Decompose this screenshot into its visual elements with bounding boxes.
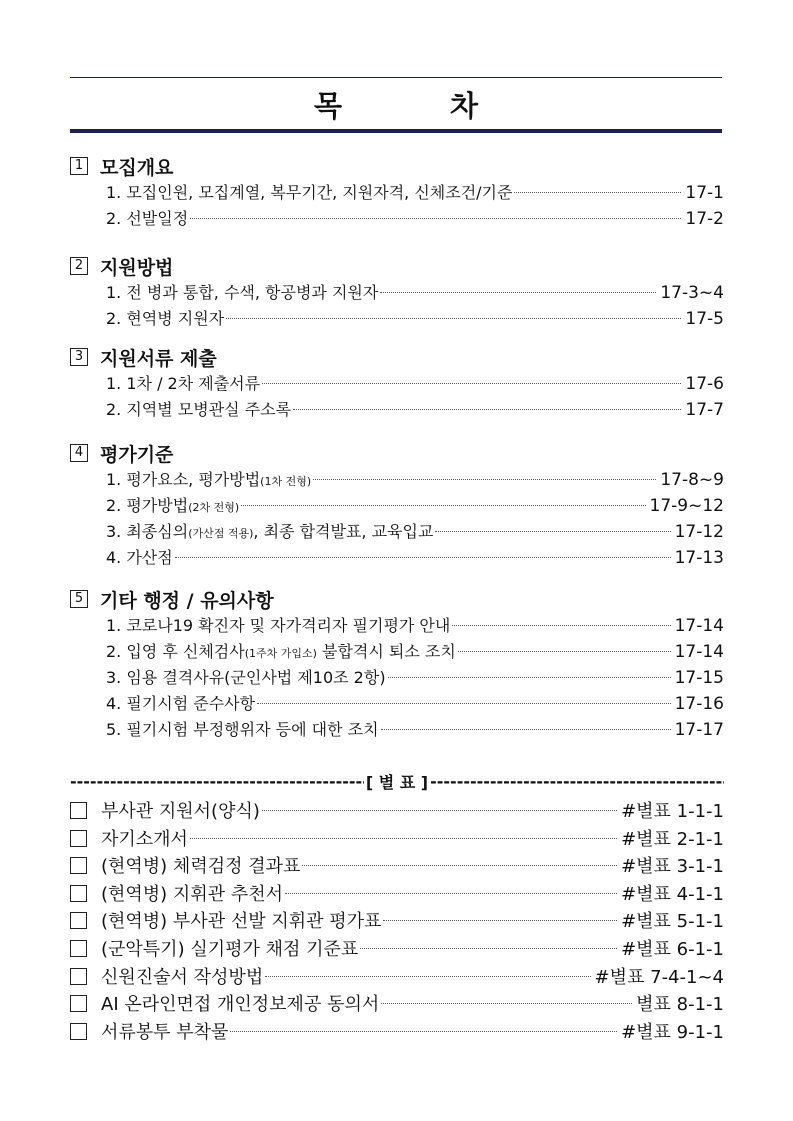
annex-entry[interactable]	[70, 963, 724, 991]
entry-label-text: 2. 선발일정	[106, 209, 189, 228]
entry-label-text: 2. 입영 후 신체검사	[106, 642, 245, 661]
section-heading	[70, 585, 724, 613]
entry-label	[106, 306, 224, 329]
entry-page-number: 17-16	[674, 694, 724, 714]
checkbox-square-icon	[70, 857, 87, 874]
dot-leader	[190, 838, 617, 839]
toc-entry[interactable]	[70, 493, 724, 519]
entry-label-text: 1. 전 병과 통합, 수색, 항공병과 지원자	[106, 283, 379, 302]
dot-leader	[190, 218, 681, 219]
annex-divider	[70, 768, 724, 794]
dot-leader	[293, 409, 681, 410]
annex-page-ref: #별표 9-1-1	[621, 1021, 724, 1043]
dot-leader	[383, 920, 617, 921]
annex-entry[interactable]	[70, 990, 724, 1018]
section-heading	[70, 252, 724, 280]
annex-label: (현역병) 부사관 선발 지휘관 평가표	[101, 911, 382, 933]
annex-label: AI 온라인면접 개인정보제공 동의서	[101, 994, 380, 1016]
section-number: 1	[70, 157, 88, 175]
checkbox-square-icon	[70, 802, 87, 819]
entry-label-tail: 불합격시 퇴소 조치	[316, 642, 456, 661]
entry-label-text: 4. 필기시험 준수사항	[106, 694, 256, 713]
annex-label: 자기소개서	[101, 828, 188, 850]
entry-page-number: 17-5	[685, 309, 724, 329]
dot-leader	[381, 729, 671, 730]
annex-page-ref: #별표 4-1-1	[621, 883, 724, 905]
section-title: 모집개요	[100, 156, 174, 179]
entry-label-text: 1. 코로나19 확진자 및 자가격리자 필기평가 안내	[106, 616, 451, 635]
entry-label-tail: , 최종 합격발표, 교육입교	[253, 522, 434, 541]
annex-page-ref: #별표 3-1-1	[621, 856, 724, 878]
toc-section	[70, 439, 724, 571]
page-title	[70, 82, 722, 126]
annex-label: 신원진술서 작성방법	[101, 966, 264, 988]
entry-label-text: 2. 현역병 지원자	[106, 309, 225, 328]
entry-label-text: 3. 임용 결격사유(군인사법 제10조 2항)	[106, 668, 386, 687]
entry-label	[106, 665, 386, 688]
entry-page-number: 17-8~9	[660, 470, 724, 490]
entry-label-note: (1차 전형)	[260, 475, 312, 488]
dot-leader	[360, 948, 617, 949]
toc-section	[70, 585, 724, 743]
dot-leader	[435, 531, 670, 532]
entry-label-note: (가산점 적용)	[188, 527, 254, 540]
annex-entry[interactable]	[70, 880, 724, 908]
dot-leader	[313, 479, 656, 480]
dot-leader	[452, 625, 670, 626]
entry-label	[106, 493, 239, 516]
annex-label: (현역병) 체력검정 결과표	[101, 856, 301, 878]
annex-page-ref: #별표 2-1-1	[621, 828, 724, 850]
dot-leader	[257, 703, 671, 704]
toc-entry[interactable]	[70, 545, 724, 571]
entry-label	[106, 639, 456, 662]
dot-leader	[175, 557, 671, 558]
toc-entry[interactable]	[70, 717, 724, 743]
dot-leader	[241, 505, 645, 506]
divider-dashes-left	[70, 772, 364, 791]
section-title: 기타 행정 / 유의사항	[100, 589, 274, 612]
checkbox-square-icon	[70, 885, 87, 902]
checkbox-square-icon	[70, 1023, 87, 1040]
entry-label-text: 2. 지역별 모병관실 주소록	[106, 400, 292, 419]
entry-label	[106, 180, 512, 203]
entry-page-number: 17-6	[685, 374, 724, 394]
entry-label	[106, 545, 173, 568]
entry-label-text: 3. 최종심의	[106, 522, 189, 541]
annex-entry[interactable]	[70, 825, 724, 853]
annex-entry[interactable]	[70, 935, 724, 963]
entry-label-text: 1. 1차 / 2차 제출서류	[106, 374, 261, 393]
dot-leader	[262, 383, 681, 384]
entry-page-number: 17-12	[674, 522, 724, 542]
dot-leader	[265, 976, 590, 977]
section-number: 4	[70, 444, 88, 462]
entry-label-text: 2. 평가방법	[106, 496, 189, 515]
entry-page-number: 17-2	[685, 209, 724, 229]
entry-label	[106, 613, 450, 636]
annex-label: 부사관 지원서(양식)	[101, 801, 260, 822]
checkbox-square-icon	[70, 912, 87, 929]
section-title: 지원서류 제출	[100, 347, 217, 370]
dot-leader	[230, 1031, 617, 1032]
entry-label	[106, 467, 311, 490]
toc-entry[interactable]	[70, 691, 724, 717]
entry-label-note: (2차 전형)	[188, 501, 240, 514]
entry-label	[106, 371, 260, 394]
divider-dashes-right	[430, 772, 724, 791]
entry-page-number: 17-9~12	[649, 496, 724, 516]
dot-leader	[285, 893, 617, 894]
toc-entry[interactable]	[70, 519, 724, 545]
section-number: 2	[70, 257, 88, 275]
entry-label	[106, 691, 255, 714]
entry-label	[106, 280, 378, 303]
annex-page-ref: #별표 7-4-1~4	[594, 966, 724, 988]
dot-leader	[514, 192, 681, 193]
entry-label	[106, 397, 291, 420]
dot-leader	[381, 1003, 632, 1004]
section-title: 지원방법	[100, 256, 174, 279]
title-bottom-rule	[70, 129, 722, 133]
entry-page-number: 17-15	[674, 668, 724, 688]
dot-leader	[302, 865, 617, 866]
dot-leader	[388, 677, 671, 678]
toc-entry[interactable]	[70, 280, 724, 306]
entry-label	[106, 519, 433, 542]
entry-page-number: 17-14	[674, 642, 724, 662]
title-char-2: 차	[450, 88, 479, 123]
checkbox-square-icon	[70, 968, 87, 985]
entry-page-number: 17-3~4	[660, 283, 724, 303]
section-heading	[70, 439, 724, 467]
annex-entry[interactable]	[70, 852, 724, 880]
checkbox-square-icon	[70, 940, 87, 957]
entry-page-number: 17-7	[685, 400, 724, 420]
annex-divider-label: [ 별 표 ]	[365, 772, 429, 792]
section-number: 5	[70, 590, 88, 608]
annex-page-ref: #별표 5-1-1	[621, 911, 724, 933]
toc-section	[70, 252, 724, 332]
dot-leader	[380, 292, 656, 293]
toc-entry[interactable]	[70, 397, 724, 423]
checkbox-square-icon	[70, 995, 87, 1012]
annex-page-ref: 별표 8-1-1	[636, 994, 724, 1016]
entry-label	[106, 206, 188, 229]
dot-leader	[262, 810, 617, 811]
toc-entry[interactable]	[70, 371, 724, 397]
toc-entry[interactable]	[70, 180, 724, 206]
entry-label-note: (1주차 가입소)	[244, 647, 317, 660]
annex-label: 서류봉투 부착물	[101, 1021, 229, 1043]
annex-entry[interactable]	[70, 1018, 724, 1046]
annex-label: (군악특기) 실기평가 채점 기준표	[101, 938, 359, 960]
entry-label	[106, 717, 379, 740]
toc-entry[interactable]	[70, 665, 724, 691]
annex-list	[70, 797, 724, 1045]
toc-entry[interactable]	[70, 467, 724, 493]
section-heading	[70, 152, 724, 180]
section-heading	[70, 343, 724, 371]
checkbox-square-icon	[70, 830, 87, 847]
annex-page-ref: #별표 6-1-1	[621, 938, 724, 960]
annex-entry[interactable]	[70, 907, 724, 935]
entry-label-text: 1. 모집인원, 모집계열, 복무기간, 지원자격, 신체조건/기준	[106, 183, 513, 202]
entry-label-text: 5. 필기시험 부정행위자 등에 대한 조치	[106, 720, 379, 739]
annex-page-ref: #별표 1-1-1	[621, 801, 724, 822]
annex-label: (현역병) 지휘관 추천서	[101, 883, 283, 905]
entry-page-number: 17-14	[674, 616, 724, 636]
entry-page-number: 17-1	[685, 183, 724, 203]
section-title: 평가기준	[100, 443, 174, 466]
toc-entry[interactable]	[70, 613, 724, 639]
title-top-rule	[70, 77, 722, 78]
entry-label-text: 1. 평가요소, 평가방법	[106, 470, 261, 489]
entry-page-number: 17-17	[674, 720, 724, 740]
toc-entry[interactable]	[70, 206, 724, 232]
title-char-1: 목	[313, 88, 342, 123]
toc-section	[70, 152, 724, 232]
toc-entry[interactable]	[70, 639, 724, 665]
toc-section	[70, 343, 724, 423]
toc-entry[interactable]	[70, 306, 724, 332]
annex-entry[interactable]	[70, 797, 724, 825]
entry-label-text: 4. 가산점	[106, 548, 173, 567]
section-number: 3	[70, 348, 88, 366]
entry-page-number: 17-13	[674, 548, 724, 568]
dot-leader	[226, 318, 681, 319]
dot-leader	[458, 651, 671, 652]
